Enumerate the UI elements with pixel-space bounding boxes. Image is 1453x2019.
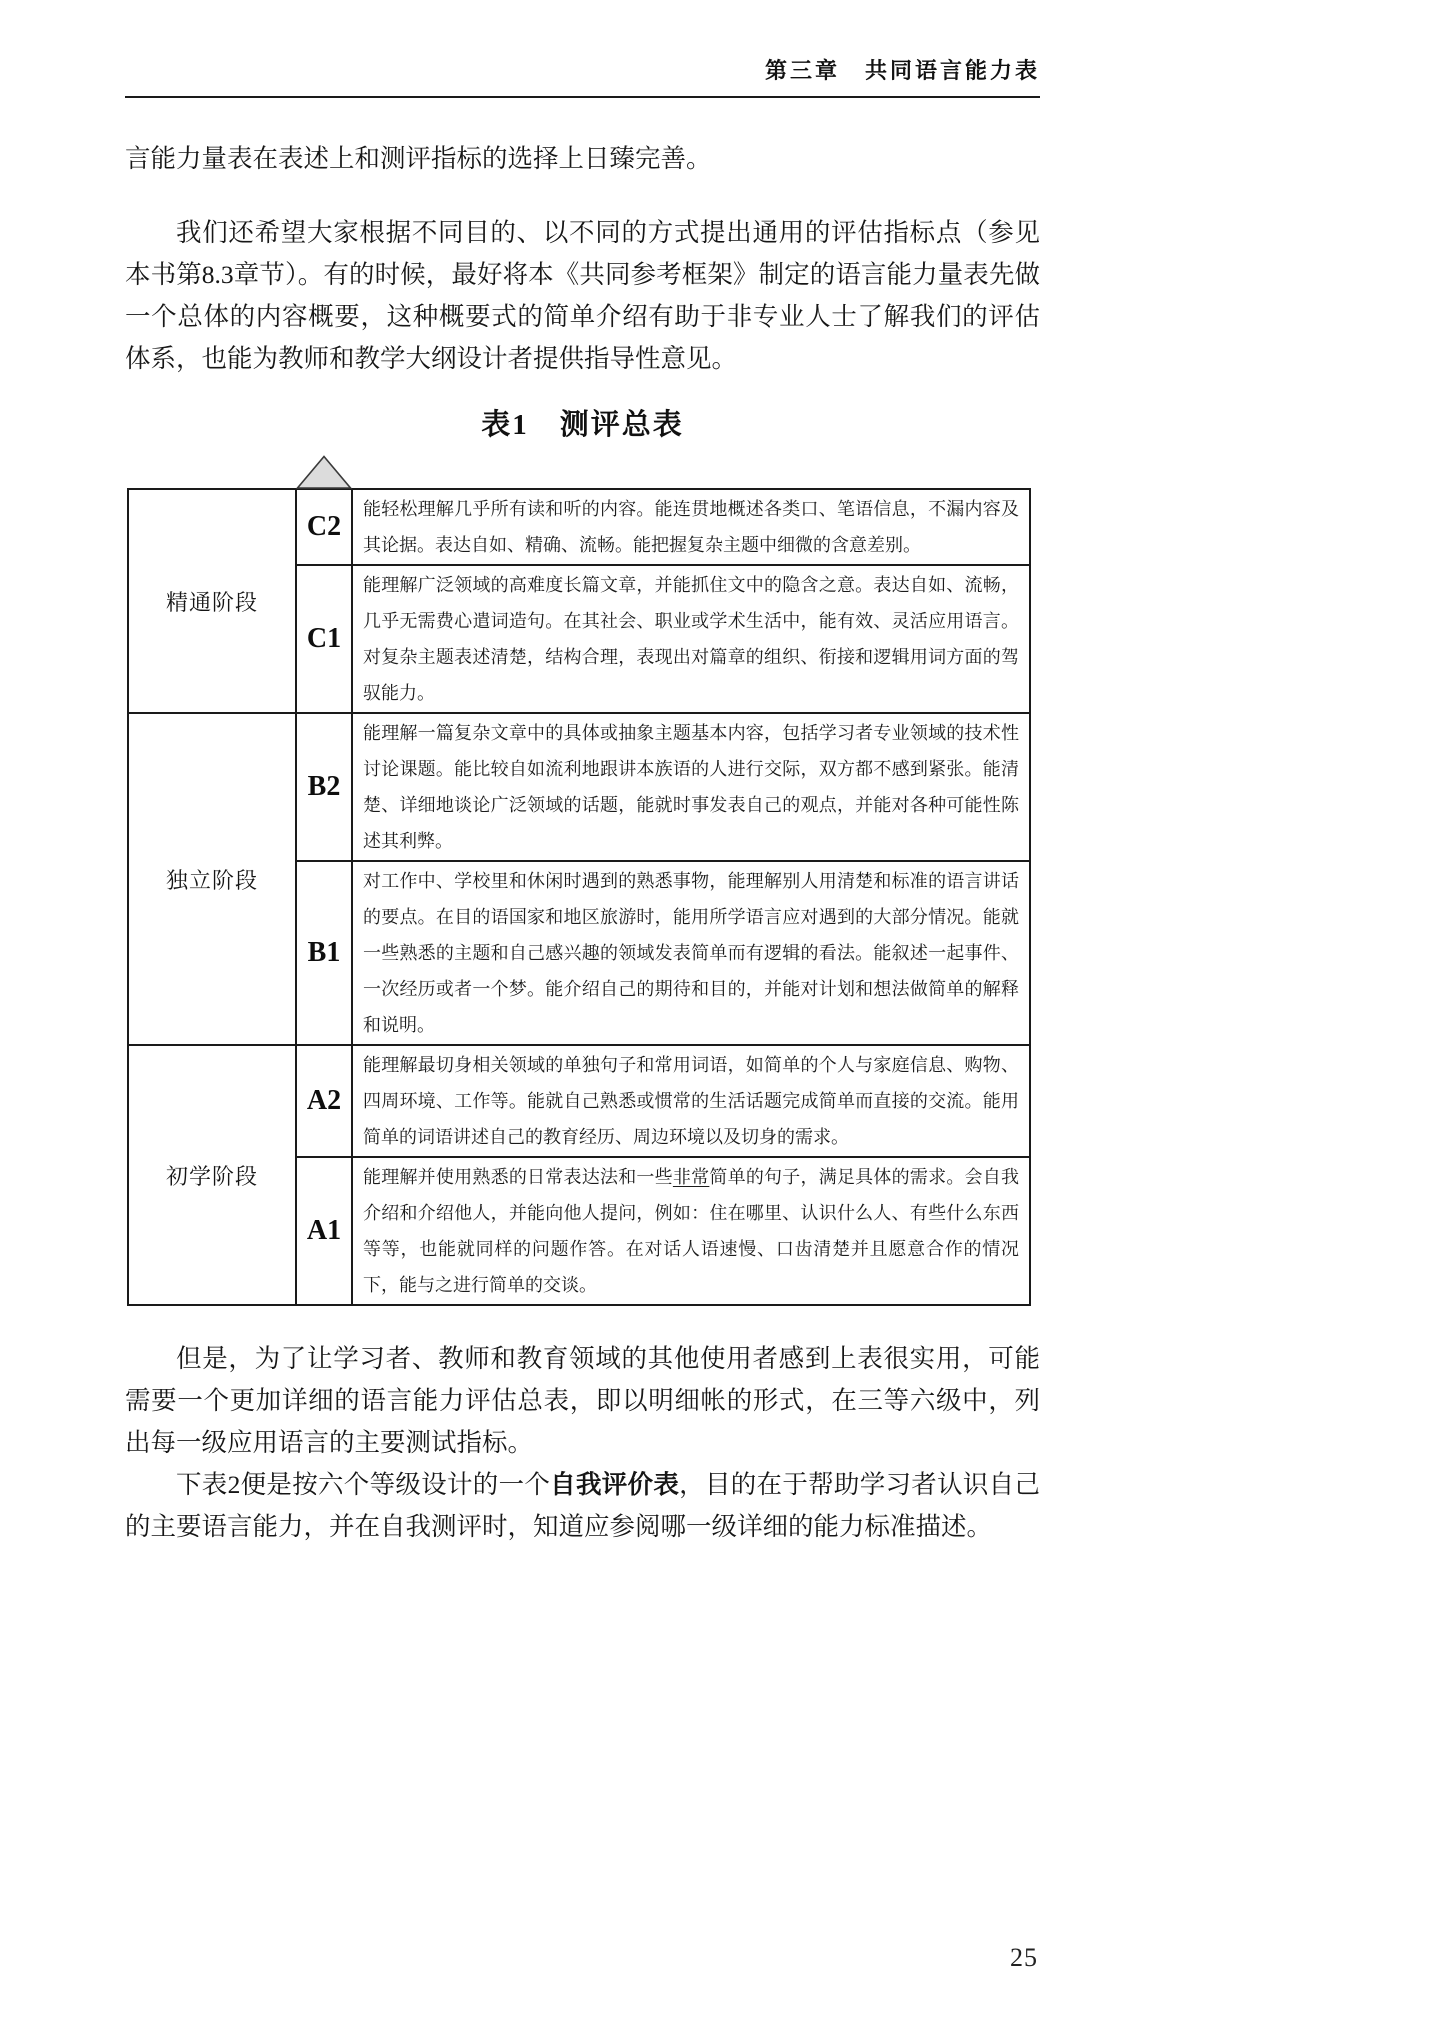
table-row bbox=[128, 713, 1030, 861]
stage-label-beginner: 初学阶段 bbox=[128, 1045, 296, 1305]
level-description-c1: 能理解广泛领域的高难度长篇文章，并能抓住文中的隐含之意。表达自如、流畅，几乎无需费心遣词造句。在其社会、职业或学术生活中，能有效、灵活应用语言。对复杂主题表述清楚，结构合理，表现出对篇章的组织、衔接和逻辑用词方面的驾驭能力。 bbox=[352, 565, 1030, 713]
level-description-c2: 能轻松理解几乎所有读和听的内容。能连贯地概述各类口、笔语信息，不漏内容及其论据。表达自如、精确、流畅。能把握复杂主题中细微的含意差别。 bbox=[352, 489, 1030, 565]
paragraph-continuation: 言能力量表在表述上和测评指标的选择上日臻完善。 bbox=[125, 144, 712, 173]
p4-suffix: ，目的在于帮助学习者认识自己的主要语言能力，并在自我测评时，知道应参阅哪一级详细的能力标准描述。 bbox=[125, 1470, 1040, 1541]
table-row bbox=[128, 1045, 1030, 1157]
a1-desc-underlined-emphasis: 非常 bbox=[672, 1167, 710, 1187]
stage-label-independent: 独立阶段 bbox=[128, 713, 296, 1045]
p4-bold-term: 自我评价表 bbox=[550, 1470, 680, 1499]
table1-title: 表1 测评总表 bbox=[481, 409, 684, 441]
level-code-b1: B1 bbox=[296, 861, 352, 1045]
paragraph-after-table: 但是，为了让学习者、教师和教育领域的其他使用者感到上表很实用，可能需要一个更加详细的语言能力评估总表，即以明细帐的形式，在三等六级中，列出每一级应用语言的主要测试指标。 bbox=[125, 1344, 1040, 1457]
level-code-c2: C2 bbox=[296, 489, 352, 565]
assessment-scale-table bbox=[127, 488, 1031, 1306]
table-row bbox=[128, 489, 1030, 565]
header-rule bbox=[125, 96, 1040, 98]
paragraph-table2-intro bbox=[125, 1464, 1040, 1548]
pyramid-apex-icon bbox=[296, 455, 352, 489]
a1-desc-prefix: 能理解并使用熟悉的日常表达法和一些 bbox=[363, 1167, 673, 1187]
level-code-c1: C1 bbox=[296, 565, 352, 713]
page-content bbox=[125, 0, 1040, 1548]
level-description-b2: 能理解一篇复杂文章中的具体或抽象主题基本内容，包括学习者专业领域的技术性讨论课题。能比较自如流利地跟讲本族语的人进行交际，双方都不感到紧张。能清楚、详细地谈论广泛领域的话题，能就时事发表自己的观点，并能对各种可能性陈述其利弊。 bbox=[352, 713, 1030, 861]
page-number: 25 bbox=[1010, 1943, 1038, 1972]
paragraph-intro: 我们还希望大家根据不同目的、以不同的方式提出通用的评估指标点（参见本书第8.3章节）。有的时候，最好将本《共同参考框架》制定的语言能力量表先做一个总体的内容概要，这种概要式的简单介绍有助于非专业人士了解我们的评估体系，也能为教师和教学大纲设计者提供指导性意见。 bbox=[125, 218, 1040, 373]
level-code-a1: A1 bbox=[296, 1157, 352, 1305]
page-header bbox=[125, 0, 1040, 98]
level-description-a2: 能理解最切身相关领域的单独句子和常用词语，如简单的个人与家庭信息、购物、四周环境、工作等。能就自己熟悉或惯常的生活话题完成简单而直接的交流。能用简单的词语讲述自己的教育经历、周边环境以及切身的需求。 bbox=[352, 1045, 1030, 1157]
chapter-title: 第三章 共同语言能力表 bbox=[764, 58, 1040, 83]
level-code-a2: A2 bbox=[296, 1045, 352, 1157]
table1-wrapper bbox=[127, 488, 1040, 1306]
level-description-b1: 对工作中、学校里和休闲时遇到的熟悉事物，能理解别人用清楚和标准的语言讲话的要点。在目的语国家和地区旅游时，能用所学语言应对遇到的大部分情况。能就一些熟悉的主题和自己感兴趣的领域发表简单而有逻辑的看法。能叙述一起事件、一次经历或者一个梦。能介绍自己的期待和目的，并能对计划和想法做简单的解释和说明。 bbox=[352, 861, 1030, 1045]
level-code-b2: B2 bbox=[296, 713, 352, 861]
p4-prefix: 下表2便是按六个等级设计的一个 bbox=[176, 1470, 551, 1499]
a1-desc-suffix: 简单的句子，满足具体的需求。会自我介绍和介绍他人，并能向他人提问，例如：住在哪里、认识什么人、有些什么东西等等，也能就同样的问题作答。在对话人语速慢、口齿清楚并且愿意合作的情况下，能与之进行简单的交谈。 bbox=[363, 1167, 1020, 1295]
stage-label-proficient: 精通阶段 bbox=[128, 489, 296, 713]
level-description-a1 bbox=[352, 1157, 1030, 1305]
